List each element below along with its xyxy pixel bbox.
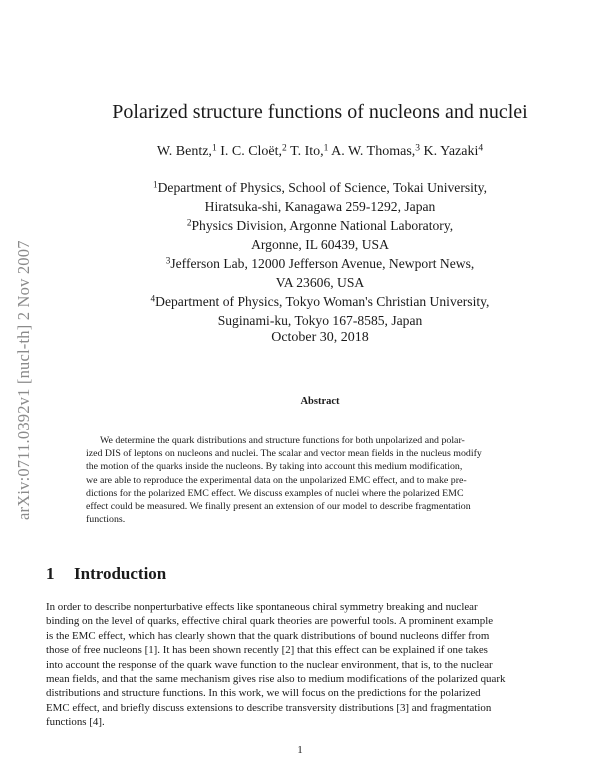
body-line: those of free nucleons [1]. It has been shown recently [2] that this effect can be explained if one takes xyxy=(46,644,488,657)
abstract-line: We determine the quark distributions and structure functions for both unpolarized and polar- xyxy=(100,435,465,446)
abstract-line: functions. xyxy=(86,514,126,526)
affiliation: $^2$Physics Division, Argonne National Laboratory, Argonne, IL 60439, USA xyxy=(186,217,454,252)
arxiv-identifier: arXiv:0711.0392v1 [nucl-th] 2 Nov 2007 xyxy=(14,240,33,520)
section-heading xyxy=(46,564,166,584)
paper-title: Polarized structure functions of nucleons and nuclei xyxy=(112,101,528,123)
author-list xyxy=(50,144,590,160)
author: K. Yazaki$^4$ xyxy=(423,143,484,159)
body-line: into account the response of the quark wave function to the nuclear environment, that is, to the nuclear xyxy=(46,658,493,671)
affiliation: $^1$Department of Physics, School of Science, Tokai University, Hiratsuka-shi, Kanagawa 259-1292, Japan xyxy=(152,179,487,214)
abstract-line: effect could be measured. We finally present an extension of our model to describe fragmentation xyxy=(86,501,471,513)
abstract-body xyxy=(86,434,529,526)
body-line: binding on the level of quarks, effective chiral quark theories are powerful tools. A prominent example xyxy=(46,615,494,628)
abstract-line: we are able to reproduce the experimental data on the unpolarized EMC effect, and to make pre- xyxy=(86,474,467,486)
affiliation: $^3$Jefferson Lab, 12000 Jefferson Avenue, Newport News, VA 23606, USA xyxy=(165,255,475,290)
author: W. Bentz,$^1$ xyxy=(156,143,217,159)
abstract-line: ized DIS of leptons on nucleons and nuclei. The scalar and vector mean fields in the nucleus modify xyxy=(86,448,482,460)
body-line: distributions and structure functions. In this work, we will focus on the predictions for the polarized xyxy=(46,687,481,700)
body-line: functions [4]. xyxy=(46,716,105,729)
abstract-line: the motion of the quarks inside the nucleons. By taking into account this medium modification, xyxy=(86,461,463,473)
author: T. Ito,$^1$ xyxy=(290,143,329,159)
body-line: mean fields, and that the same mechanism gives rise also to medium modifications of the polarized quark xyxy=(46,673,506,686)
author: I. C. Cloët,$^2$ xyxy=(220,143,287,159)
abstract-heading: Abstract xyxy=(300,396,340,407)
introduction-body xyxy=(46,600,557,730)
affiliations xyxy=(50,178,590,330)
affiliation: $^4$Department of Physics, Tokyo Woman's Christian University, Suginami-ku, Tokyo 167-8585, Japan xyxy=(150,293,490,328)
abstract-line: dictions for the polarized EMC effect. We discuss examples of nuclei where the polarized EMC xyxy=(86,487,464,499)
body-line: EMC effect, and briefly discuss extensions to describe transversity distributions [3] and fragmentation xyxy=(46,701,492,714)
body-line: In order to describe nonperturbative effects like spontaneous chiral symmetry breaking and nuclear xyxy=(46,601,478,613)
section-number: 1 xyxy=(46,564,55,583)
paper-date: October 30, 2018 xyxy=(271,330,369,345)
section-title: Introduction xyxy=(74,564,167,583)
body-line: is the EMC effect, which has clearly shown that the quark distributions of bound nucleons differ from xyxy=(46,629,490,642)
page-number: 1 xyxy=(297,744,303,756)
author: A. W. Thomas,$^3$ xyxy=(331,143,421,159)
